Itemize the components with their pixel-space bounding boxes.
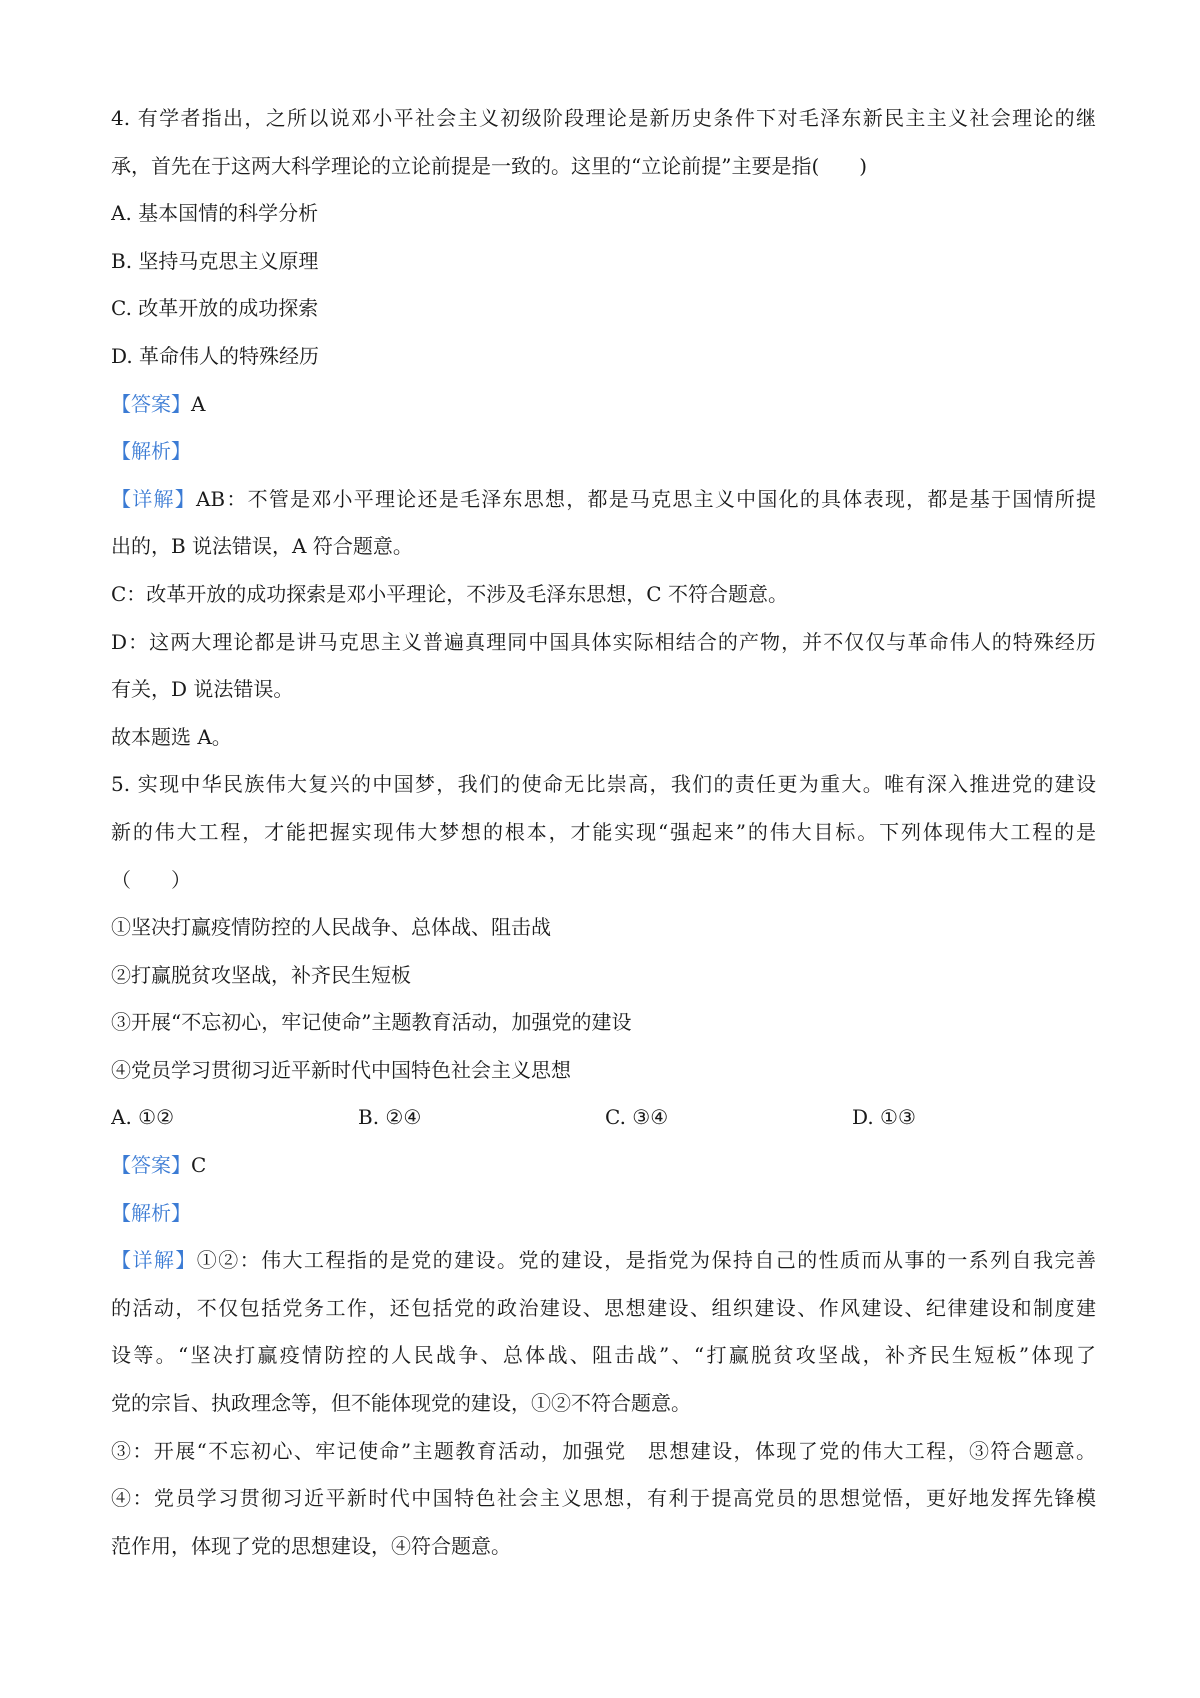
q5-detail-line-2: 的活动，不仅包括党务工作，还包括党的政治建设、思想建设、组织建设、作风建设、纪律建设和制度建 bbox=[111, 1295, 1096, 1320]
q5-option-a: A. ①② bbox=[111, 1105, 175, 1130]
q5-stem-line-3: （ ） bbox=[111, 867, 191, 892]
q4-option-c: C. 改革开放的成功探索 bbox=[111, 296, 319, 321]
q5-stem-line-2: 新的伟大工程，才能把握实现伟大梦想的根本，才能实现“强起来”的伟大目标。下列体现伟大工程的是 bbox=[111, 819, 1096, 844]
q5-analysis bbox=[111, 1190, 1096, 1238]
q5-stem-line-1: 5. 实现中华民族伟大复兴的中国梦，我们的使命无比崇高，我们的责任更为重大。唯有深入推进党的建设 bbox=[111, 772, 1096, 797]
q5-item-3: ③开展“不忘初心，牢记使命”主题教育活动，加强党的建设 bbox=[111, 1010, 632, 1035]
q5-detail-tag: 【详解】 bbox=[111, 1248, 197, 1273]
q4-option-d: D. 革命伟人的特殊经历 bbox=[111, 343, 320, 368]
q4-detail-line-4: D：这两大理论都是讲马克思主义普遍真理同中国具体实际相结合的产物，并不仅仅与革命伟人的特殊经历 bbox=[111, 629, 1096, 654]
q4-detail-text-1: AB：不管是邓小平理论还是毛泽东思想，都是马克思主义中国化的具体表现，都是基于国情所提 bbox=[195, 486, 1096, 511]
q5-detail-line-4: 党的宗旨、执政理念等，但不能体现党的建设，①②不符合题意。 bbox=[111, 1391, 691, 1416]
q5-analysis-tag: 【解析】 bbox=[111, 1200, 191, 1225]
q4-answer-tag: 【答案】 bbox=[111, 391, 191, 416]
q5-detail-line-5: ③：开展“不忘初心、牢记使命”主题教育活动，加强党 思想建设，体现了党的伟大工程，③符合题意。 bbox=[111, 1438, 1096, 1463]
q4-detail-line-6: 故本题选 A。 bbox=[111, 724, 232, 749]
q5-option-b: B. ②④ bbox=[358, 1105, 422, 1130]
q4-detail-line-1 bbox=[111, 476, 1096, 524]
q4-answer bbox=[111, 381, 1096, 429]
q4-option-b: B. 坚持马克思主义原理 bbox=[111, 248, 319, 273]
q5-item-1: ①坚决打赢疫情防控的人民战争、总体战、阻击战 bbox=[111, 915, 551, 940]
q5-option-c: C. ③④ bbox=[605, 1105, 669, 1130]
q5-detail-text-1: ①②：伟大工程指的是党的建设。党的建设，是指党为保持自己的性质而从事的一系列自我完善 bbox=[196, 1248, 1096, 1273]
q4-analysis-tag: 【解析】 bbox=[111, 439, 191, 464]
q4-option-a: A. 基本国情的科学分析 bbox=[111, 201, 319, 226]
q5-item-2: ②打赢脱贫攻坚战，补齐民生短板 bbox=[111, 962, 411, 987]
q4-stem-line-1: 4. 有学者指出，之所以说邓小平社会主义初级阶段理论是新历史条件下对毛泽东新民主主义社会理论的继 bbox=[111, 106, 1096, 130]
q5-detail-line-3: 设等。“坚决打赢疫情防控的人民战争、总体战、阻击战”、“打赢脱贫攻坚战，补齐民生短板”体现了 bbox=[111, 1343, 1096, 1368]
q4-stem-line-2: 承，首先在于这两大科学理论的立论前提是一致的。这里的“立论前提”主要是指( ) bbox=[111, 153, 868, 178]
q4-detail-line-5: 有关，D 说法错误。 bbox=[111, 677, 294, 702]
q4-detail-line-3: C：改革开放的成功探索是邓小平理论，不涉及毛泽东思想，C 不符合题意。 bbox=[111, 581, 788, 606]
q5-detail-line-7: 范作用，体现了党的思想建设，④符合题意。 bbox=[111, 1533, 511, 1558]
q5-item-4: ④党员学习贯彻习近平新时代中国特色社会主义思想 bbox=[111, 1057, 571, 1082]
q4-detail-line-2: 出的，B 说法错误，A 符合题意。 bbox=[111, 534, 413, 559]
q5-option-d: D. ①③ bbox=[852, 1105, 916, 1130]
q5-options bbox=[111, 1094, 1096, 1142]
q4-analysis bbox=[111, 428, 1096, 476]
document-page bbox=[111, 95, 1096, 1570]
q4-answer-value: A bbox=[191, 391, 206, 416]
q5-answer bbox=[111, 1142, 1096, 1190]
q5-detail-line-6: ④：党员学习贯彻习近平新时代中国特色社会主义思想，有利于提高党员的思想觉悟，更好地发挥先锋模 bbox=[111, 1486, 1096, 1511]
q4-detail-tag: 【详解】 bbox=[111, 486, 196, 511]
q5-answer-tag: 【答案】 bbox=[111, 1153, 191, 1178]
q5-answer-value: C bbox=[191, 1153, 207, 1178]
q5-detail-line-1 bbox=[111, 1237, 1096, 1285]
